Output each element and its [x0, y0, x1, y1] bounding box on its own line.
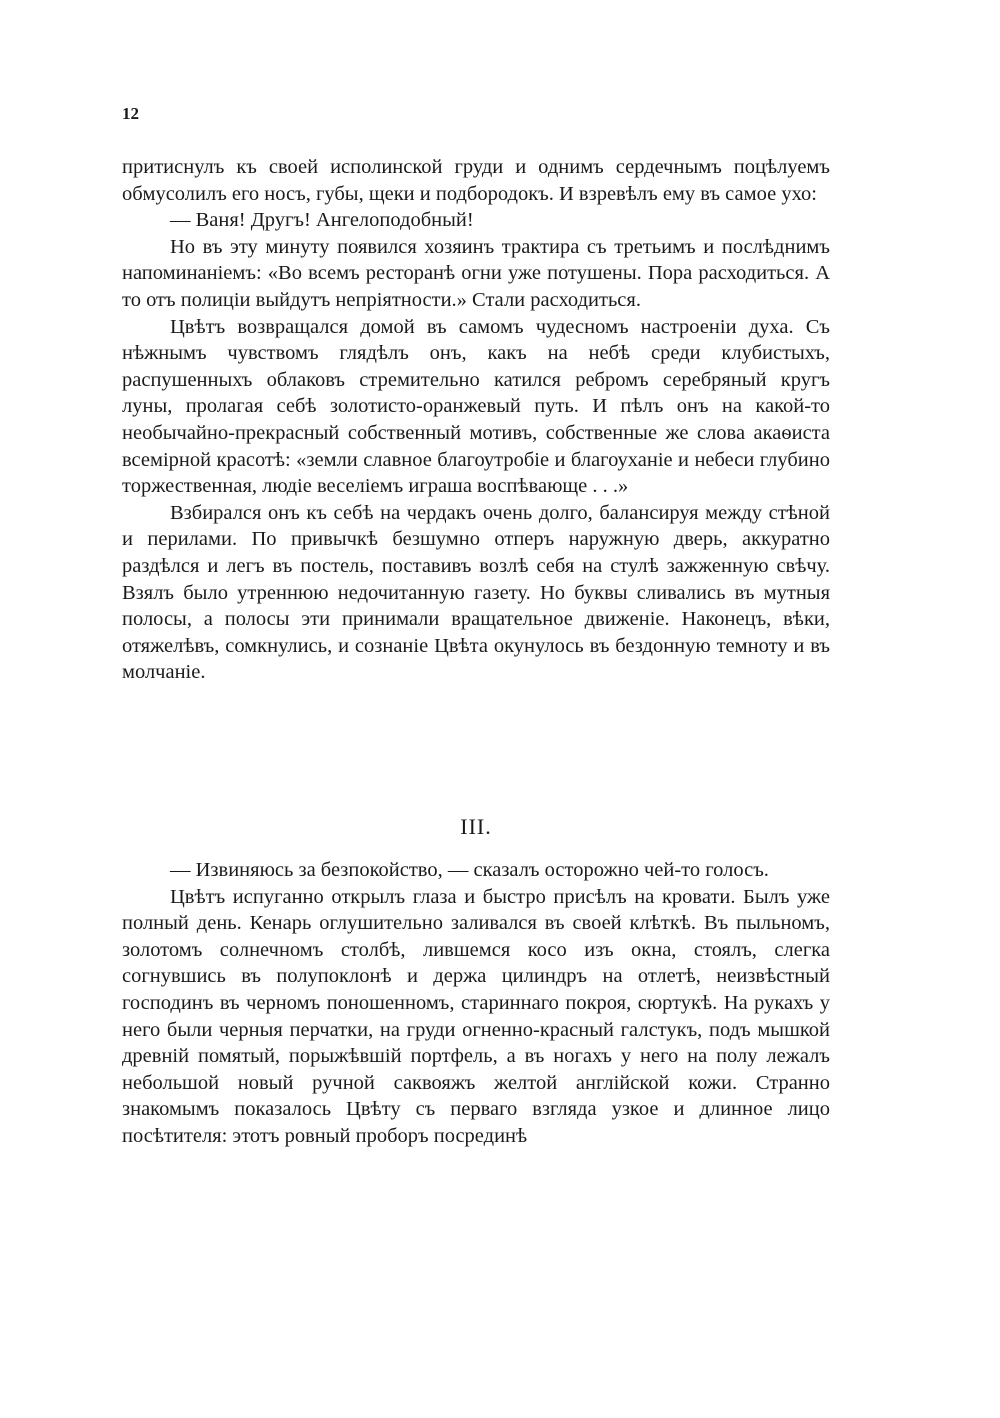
- chapter-heading: III.: [460, 814, 492, 839]
- paragraph: — Извиняюсь за безпокойство, — сказалъ осторожно чей-то голосъ.: [170, 859, 769, 881]
- paragraph: Цвѣтъ возвращался домой въ самомъ чудесномъ настроеніи духа. Съ нѣжнымъ чувствомъ глядѣлъ онъ, какъ на небѣ среди клубистыхъ, распушенныхъ облаковъ стремительно катился ребромъ серебряный кругъ луны, пролагая себѣ золотисто-оранжевый путь. И пѣлъ онъ на какой-то необычайно-прекрасный собственный мотивъ, собственные же слова акаѳиста всемірной красотѣ: «земли славное благоутробіе и благоуханіе и небеси глубино торжественная, людіе веселіемъ играша воспѣвающе . . .»: [122, 315, 830, 498]
- paragraph: Взбирался онъ къ себѣ на чердакъ очень долго, балансируя между стѣной и перилами. По привычкѣ безшумно отперъ наружную дверь, аккуратно раздѣлся и легъ въ постель, поставивъ возлѣ себя на стулѣ зажженную свѣчу. Взялъ было утреннюю недочитанную газету. Но буквы сливались въ мутныя полосы, а полосы эти принимали вращательное движеніе. Наконецъ, вѣки, отяжелѣвъ, сомкнулись, и сознаніе Цвѣта окунулось въ бездонную темноту и въ молчаніе.: [122, 501, 830, 684]
- paragraph: притиснулъ къ своей исполинской груди и однимъ сердечнымъ поцѣлуемъ обмусолилъ его носъ, губы, щеки и подбородокъ. И взревѣлъ ему въ самое ухо:: [122, 156, 830, 205]
- paragraph: Но въ эту минуту появился хозяинъ трактира съ третьимъ и послѣднимъ напоминаніемъ: «Во всемъ ресторанѣ огни уже потушены. Пора расходиться. А то отъ полиціи выйдутъ непріятности.» Стали расходиться.: [122, 235, 830, 311]
- paragraph: — Ваня! Другъ! Ангелоподобный!: [170, 209, 474, 232]
- text-section-2: [122, 857, 830, 1150]
- text-section-1: [122, 154, 830, 686]
- page-number: 12: [122, 104, 139, 123]
- paragraph: Цвѣтъ испуганно открылъ глаза и быстро присѣлъ на кровати. Былъ уже полный день. Кенарь оглушительно заливался въ своей клѣткѣ. Въ пыльномъ, золотомъ солнечномъ столбѣ, лившемся косо изъ окна, стоялъ, слегка согнувшись въ полупоклонѣ и держа цилиндръ на отлетѣ, неизвѣстный господинъ въ черномъ поношенномъ, стариннаго покроя, сюртукѣ. На рукахъ у него были черныя перчатки, на груди огненно-красный галстукъ, подъ мышкой древній помятый, порыжѣвшій портфель, а въ ногахъ у него на полу лежалъ небольшой новый ручной саквояжъ желтой англійской кожи. Странно знакомымъ показалось Цвѣту съ перваго взгляда узкое и длинное лицо посѣтителя: этотъ ровный проборъ посрединѣ: [122, 885, 830, 1147]
